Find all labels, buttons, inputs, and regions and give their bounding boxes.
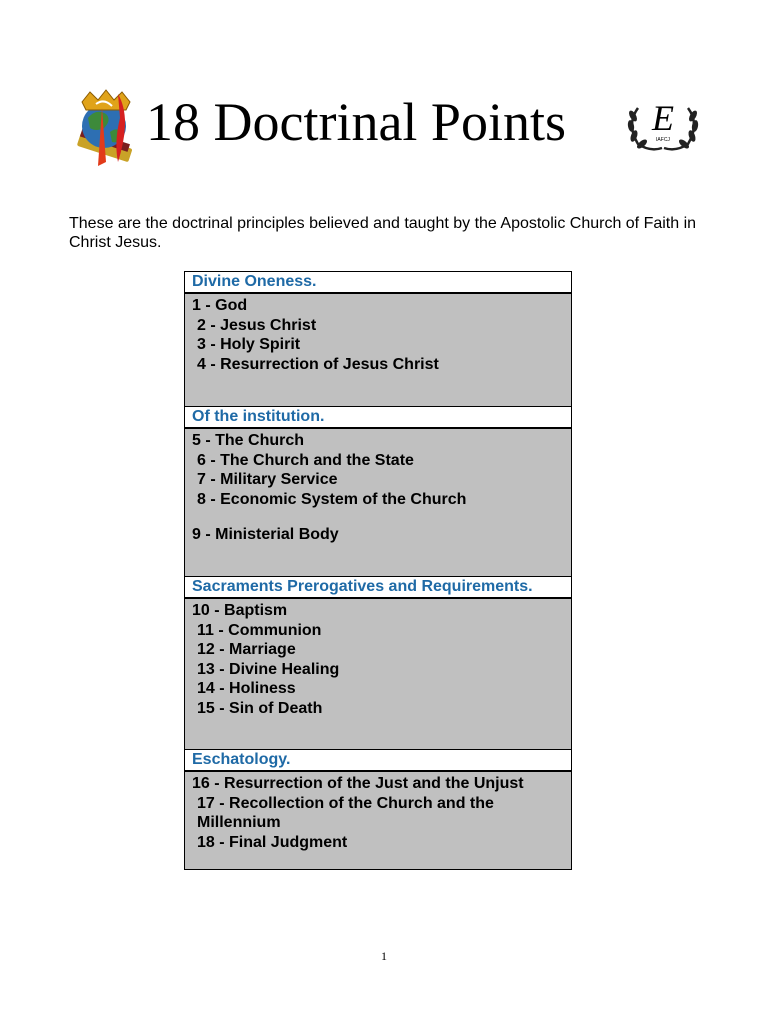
- page-title: 18 Doctrinal Points: [146, 92, 566, 152]
- doctrine-item: 15 - Sin of Death: [197, 699, 323, 717]
- doctrine-item: 1 - God: [192, 297, 248, 314]
- section-body: [185, 772, 571, 869]
- section-heading: Of the institution.: [185, 407, 571, 429]
- doctrine-item: 10 - Baptism: [192, 602, 288, 619]
- section-institution: [185, 407, 571, 577]
- doctrine-item: 18 - Final Judgment: [197, 833, 348, 851]
- doctrine-item: 5 - The Church: [192, 432, 305, 449]
- section-heading: Eschatology.: [185, 750, 571, 772]
- doctrine-item: 4 - Resurrection of Jesus Christ: [197, 355, 439, 373]
- doctrine-item: 8 - Economic System of the Church: [197, 490, 467, 508]
- section-body: [185, 294, 571, 407]
- doctrine-item: 2 - Jesus Christ: [197, 316, 317, 334]
- church-emblem-logo: [74, 88, 146, 168]
- doctrine-item: 17 - Recollection of the Church and the Millennium: [197, 794, 494, 832]
- doctrine-item: 12 - Marriage: [197, 641, 296, 659]
- section-body: [185, 599, 571, 750]
- doctrine-item: 9 - Ministerial Body: [192, 526, 339, 544]
- intro-paragraph: These are the doctrinal principles believed and taught by the Apostolic Church of Faith in Christ Jesus.: [69, 215, 697, 251]
- doctrine-item: 13 - Divine Healing: [197, 660, 340, 678]
- doctrine-item: 11 - Communion: [197, 621, 322, 639]
- doctrine-item: 7 - Military Service: [197, 471, 338, 489]
- doctrine-item: 14 - Holiness: [197, 680, 296, 698]
- page-number: 1: [381, 949, 387, 963]
- section-heading: Divine Oneness.: [185, 272, 571, 294]
- svg-text:E: E: [652, 98, 674, 138]
- svg-text:IAFCJ: IAFCJ: [656, 137, 670, 143]
- laurel-monogram-logo: [624, 92, 702, 154]
- section-eschatology: [185, 750, 571, 869]
- section-heading: Sacraments Prerogatives and Requirements.: [185, 577, 571, 599]
- section-divine-oneness: [185, 272, 571, 407]
- section-body: [185, 429, 571, 577]
- section-sacraments: [185, 577, 571, 750]
- title-row: [74, 88, 704, 168]
- doctrine-table: [184, 271, 572, 870]
- doctrine-item: 3 - Holy Spirit: [197, 336, 301, 354]
- doctrine-item: 16 - Resurrection of the Just and the Unjust: [192, 775, 524, 792]
- doctrine-item: 6 - The Church and the State: [197, 451, 414, 469]
